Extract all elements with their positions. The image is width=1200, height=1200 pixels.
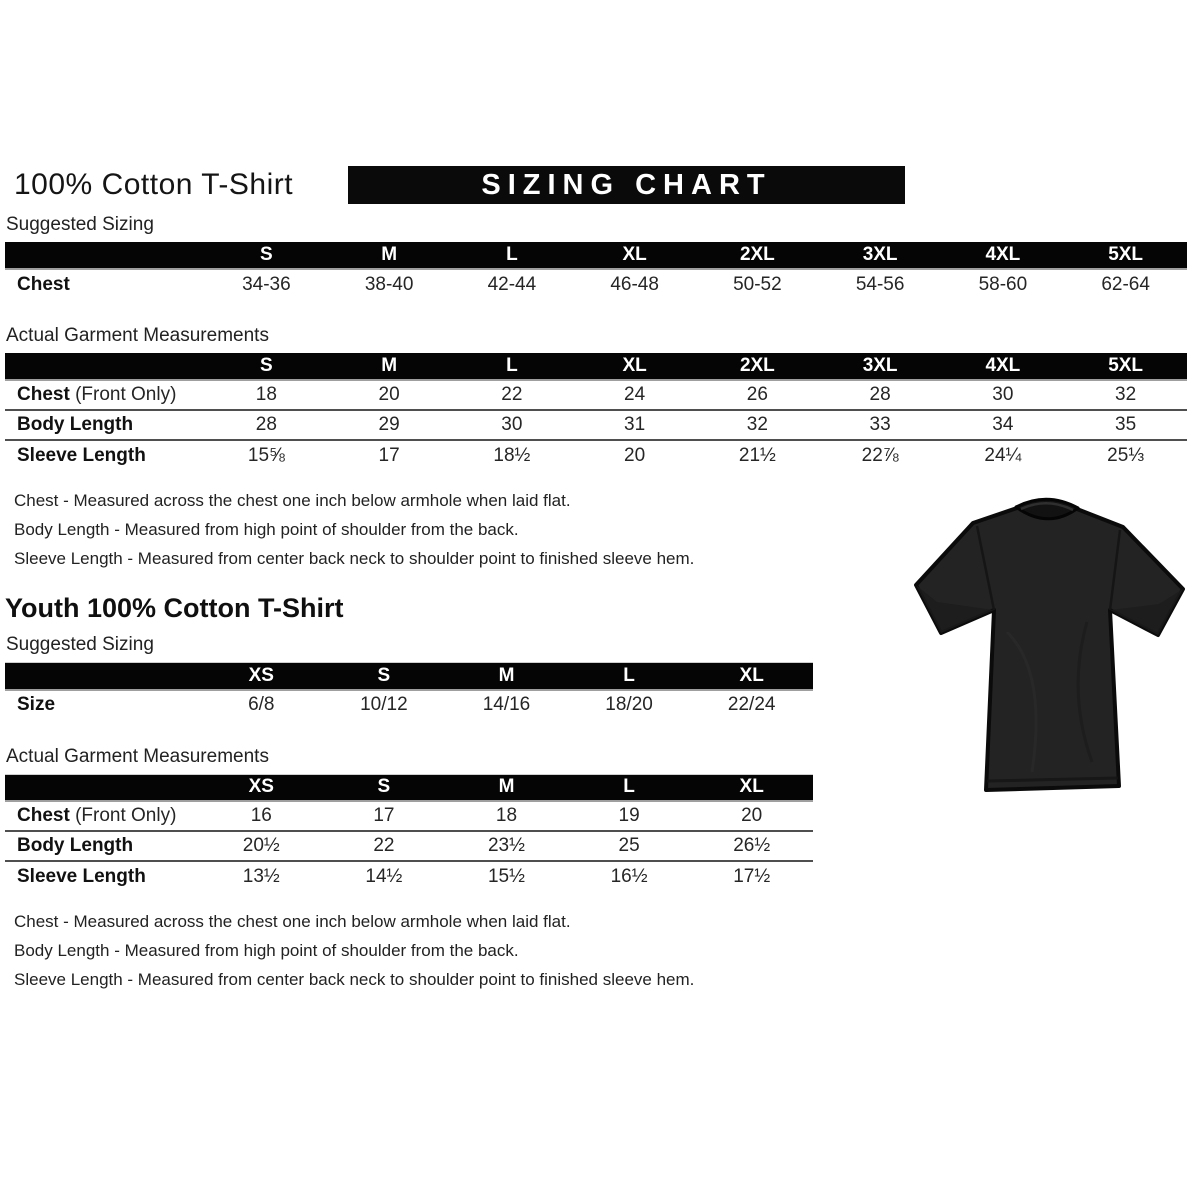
value-cell: 18: [255, 384, 277, 405]
value-cell: 58-60: [978, 273, 1028, 295]
header-cell-size: 3XL: [819, 242, 942, 269]
page-header: [14, 166, 1200, 204]
row-label-suffix: (Front Only): [69, 805, 177, 826]
youth-section-title: Youth 100% Cotton T-Shirt: [5, 593, 344, 623]
value-cell: 50-52: [733, 273, 782, 295]
youth-measurement-notes: [14, 907, 1200, 994]
value-cell: 33: [819, 410, 942, 440]
header-cell-blank: [5, 663, 200, 690]
row-label-cell: Size: [17, 694, 56, 715]
value-cell: 17: [328, 440, 451, 470]
value-cell: 16: [250, 805, 272, 826]
value-cell: 20: [573, 440, 696, 470]
row-label-cell: [5, 380, 205, 410]
youth-suggested-sizing-table: [5, 662, 813, 720]
value-cell: 30: [451, 410, 574, 440]
header-cell-size: 4XL: [942, 242, 1065, 269]
table-row-sleeve-length: [5, 861, 813, 891]
value-cell: 15⅝: [205, 440, 328, 470]
value-cell: 28: [205, 410, 328, 440]
table-row-size: [5, 690, 813, 720]
table-header-row: [5, 774, 813, 801]
adult-suggested-sizing-label: Suggested Sizing: [6, 214, 154, 235]
header-cell-size: S: [205, 242, 328, 269]
header-cell-blank: [5, 242, 205, 269]
value-cell: 25: [568, 831, 691, 861]
value-cell: 23½: [445, 831, 568, 861]
value-cell: 16½: [568, 861, 691, 891]
note-body-length: Body Length - Measured from high point of shoulder from the back.: [14, 941, 519, 960]
header-cell-size: L: [568, 663, 691, 690]
value-cell: 32: [1115, 384, 1137, 405]
table-row-chest: [5, 801, 813, 831]
table-header-row: [5, 663, 813, 690]
value-cell: 13½: [200, 861, 323, 891]
value-cell: 26½: [690, 831, 813, 861]
header-cell-size: 5XL: [1064, 353, 1187, 380]
value-cell: 34: [942, 410, 1065, 440]
value-cell: 22/24: [727, 694, 776, 715]
value-cell: 18: [495, 805, 518, 826]
value-cell: 14/16: [482, 694, 531, 715]
sizing-chart-banner: SIZING CHART: [348, 166, 905, 204]
table-row-chest: [5, 380, 1187, 410]
value-cell: 35: [1064, 410, 1187, 440]
header-cell-size: L: [568, 774, 691, 801]
value-cell: 29: [328, 410, 451, 440]
value-cell: 22: [501, 384, 523, 405]
row-label-cell: Chest: [17, 273, 70, 295]
row-label-cell: Sleeve Length: [5, 440, 205, 470]
value-cell: 24: [624, 384, 646, 405]
value-cell: 24¼: [942, 440, 1065, 470]
adult-actual-measurements-table: [5, 353, 1187, 470]
header-cell-size: L: [451, 242, 574, 269]
value-cell: 30: [992, 384, 1014, 405]
header-cell-size: 3XL: [819, 353, 942, 380]
table-header-row: [5, 353, 1187, 380]
row-label-cell: Sleeve Length: [5, 861, 200, 891]
value-cell: 10/12: [360, 694, 408, 715]
value-cell: 17: [373, 805, 395, 826]
value-cell: 6/8: [248, 694, 275, 715]
note-sleeve-length: Sleeve Length - Measured from center back neck to shoulder point to finished sleeve hem.: [14, 970, 695, 989]
header-cell-size: XL: [690, 774, 813, 801]
note-chest: Chest - Measured across the chest one inch below armhole when laid flat.: [14, 912, 571, 931]
table-row-sleeve-length: [5, 440, 1187, 470]
row-label-suffix: (Front Only): [69, 384, 177, 405]
row-label: Chest: [17, 805, 70, 826]
value-cell: 19: [618, 805, 640, 826]
table-header-row: [5, 242, 1187, 269]
youth-actual-measurements-table: [5, 774, 813, 892]
header-cell-size: M: [445, 774, 568, 801]
adult-actual-measurements-label: Actual Garment Measurements: [6, 325, 269, 346]
value-cell: 38-40: [364, 273, 414, 295]
row-label-cell: Body Length: [5, 410, 205, 440]
value-cell: 20: [741, 805, 763, 826]
tshirt-image: [893, 482, 1200, 812]
table-row: [5, 269, 1187, 299]
header-cell-size: 2XL: [696, 353, 819, 380]
value-cell: 14½: [323, 861, 446, 891]
header-cell-size: S: [323, 774, 446, 801]
header-cell-blank: [5, 774, 200, 801]
header-cell-size: XS: [200, 774, 323, 801]
row-label: Chest: [17, 384, 70, 405]
row-label-cell: Body Length: [5, 831, 200, 861]
value-cell: 34-36: [242, 273, 291, 295]
adult-suggested-sizing-table: [5, 242, 1187, 299]
youth-actual-measurements-label: Actual Garment Measurements: [6, 745, 269, 767]
value-cell: 54-56: [855, 273, 905, 295]
note-sleeve-length: Sleeve Length - Measured from center back neck to shoulder point to finished sleeve hem.: [14, 549, 695, 568]
header-cell-size: XL: [573, 353, 696, 380]
table-row-body-length: [5, 410, 1187, 440]
value-cell: 21½: [696, 440, 819, 470]
header-cell-size: M: [328, 353, 451, 380]
row-label-cell: [5, 801, 200, 831]
value-cell: 46-48: [610, 273, 659, 295]
note-body-length: Body Length - Measured from high point of shoulder from the back.: [14, 520, 519, 539]
header-cell-size: S: [205, 353, 328, 380]
value-cell: 15½: [445, 861, 568, 891]
table-row-body-length: [5, 831, 813, 861]
value-cell: 25⅓: [1064, 440, 1187, 470]
value-cell: 31: [573, 410, 696, 440]
value-cell: 26: [746, 384, 768, 405]
header-cell-size: XL: [573, 242, 696, 269]
header-cell-size: S: [323, 663, 446, 690]
value-cell: 20: [378, 384, 400, 405]
value-cell: 62-64: [1101, 273, 1150, 295]
header-cell-size: L: [451, 353, 574, 380]
value-cell: 42-44: [487, 273, 537, 295]
note-chest: Chest - Measured across the chest one inch below armhole when laid flat.: [14, 491, 571, 510]
page-title: 100% Cotton T-Shirt: [14, 168, 294, 201]
header-cell-size: 4XL: [942, 353, 1065, 380]
header-cell-size: 5XL: [1064, 242, 1187, 269]
header-cell-size: M: [328, 242, 451, 269]
header-cell-size: M: [445, 663, 568, 690]
value-cell: 17½: [690, 861, 813, 891]
header-cell-size: 2XL: [696, 242, 819, 269]
value-cell: 22⅞: [819, 440, 942, 470]
value-cell: 20½: [200, 831, 323, 861]
value-cell: 22: [323, 831, 446, 861]
black-tshirt-photo: [893, 482, 1200, 812]
youth-suggested-sizing-label: Suggested Sizing: [6, 634, 154, 655]
header-cell-size: XL: [690, 663, 813, 690]
value-cell: 28: [869, 384, 891, 405]
value-cell: 18½: [451, 440, 574, 470]
header-cell-size: XS: [200, 663, 323, 690]
header-cell-blank: [5, 353, 205, 380]
value-cell: 32: [696, 410, 819, 440]
value-cell: 18/20: [605, 694, 653, 715]
